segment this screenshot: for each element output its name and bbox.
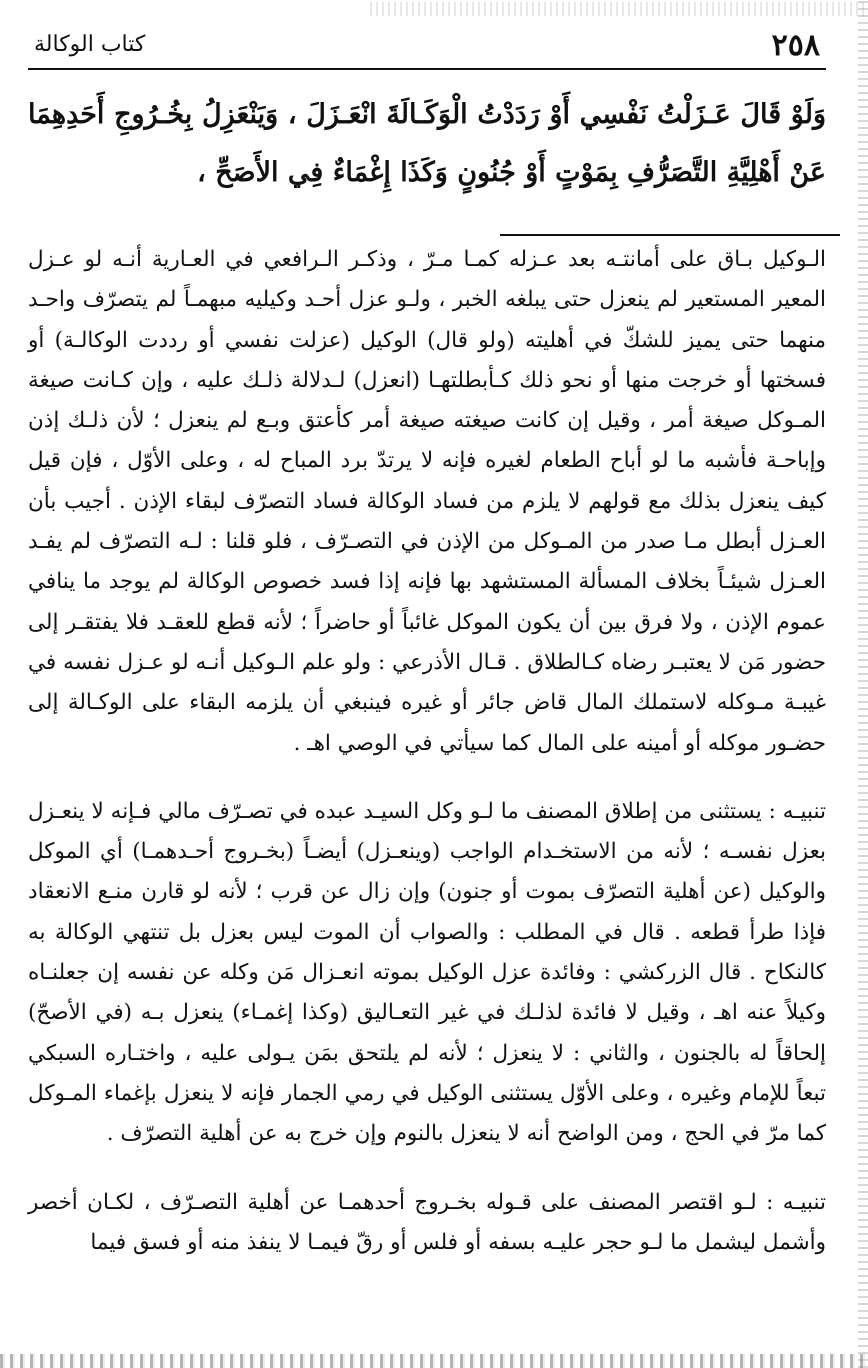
page-number: ٢٥٨ bbox=[771, 28, 820, 63]
commentary-paragraph: تنبيـه : لـو اقتصر المصنف على قـوله بخـروج أحدهمـا عن أهلية التصـرّف ، لكـان أخصر وأشمل ليشمل ما لـو حجر عليـه بسفه أو فلس أو رقّ فيمـا لا ينفذ منه أو فسق فيما bbox=[28, 1189, 826, 1255]
commentary-paragraph: تنبيـه : يستثنى من إطلاق المصنف ما لـو وكل السيـد عبده في تصـرّف مالي فـإنه لا ينعـزل بعزل نفسـه ؛ لأنه من الاستخـدام الواجب (وينعـزل) أيضـاً (بخـروج أحـدهمـا) أي الموكل والوكيل (عن أهلية التصرّف بموت أو جنون) وإن زال عن قرب ؛ لأنه لو قارن منـع الانعقاد فإذا طرأ قطعه . قال في المطلب : والصواب أن الموت ليس بعزل بل تنتهي الوكالة به كالنكاح . قال الزركشي : وفائدة عزل الوكيل بموته انعـزال مَن وكله عن نفسه إن جعلنـاه وكيلاً عنه اهـ ، وقيل لا فائدة لذلـك في غير التعـاليق (وكذا إغمـاء) ينعزل بـه (في الأصحّ) إلحاقاً له بالجنون ، والثاني : لا ينعزل ؛ لأنه لم يلتحق بمَن يـولى عليه ، واختـاره السبكي تبعاً للإمام وغيره ، وعلى الأوّل يستثنى الوكيل في رمي الجمار فإنه لا ينعزل بإغماء المـوكل كما مرّ في الحج ، ومن الواضح أنه لا ينعزل بالنوم وإن خرج به عن أهلية التصرّف . bbox=[28, 798, 826, 1147]
book-title: كتاب الوكالة bbox=[34, 32, 146, 57]
running-header bbox=[28, 24, 826, 68]
matn-text: وَلَوْ قَالَ عَـزَلْتُ نَفْسِي أَوْ رَدَدْتُ الْوَكَـالَةَ انْعَـزَلَ ، وَيَنْعَزِلُ بِخُـرُوجِ أَحَدِهِمَا عَنْ أَهْلِيَّةِ التَّصَرُّفِ بِمَوْتٍ أَوْ جُنُونٍ وَكَذَا إِغْمَاءٌ فِي الأَصَحِّ ، bbox=[28, 99, 826, 188]
scan-noise-top bbox=[370, 2, 868, 16]
decorative-border-bottom bbox=[0, 1354, 868, 1368]
commentary-paragraph: الـوكيل بـاق على أمانتـه بعد عـزله كمـا مـرّ ، وذكـر الـرافعي في العـارية أنـه لو عـزل المعير المستعير لم ينعزل حتى يبلغه الخبر ، ولـو عزل أحـد وكيليه مبهمـاً لم يتصرّف واحـد منهما حتى يميز للشكّ في أهليته (ولو قال) الوكيل (عزلت نفسي أو رددت الوكالـة) أو فسختها أو خرجت منها أو نحو ذلك كـأبطلتهـا (انعزل) لـدلالة ذلـك عليه ، وإن كـانت صيغة المـوكل صيغة أمر ، وقيل إن كانت صيغته صيغة أمر كأعتق وبـع لم ينعزل ؛ لأن ذلـك إذن وإباحـة فأشبه ما لو أباح الطعام لغيره فإنه لا يرتدّ برد المباح له ، وعلى الأوّل ، فإن قيل كيف ينعزل بذلك مع قولهم لا يلزم من فساد الوكالة فساد التصرّف لبقاء الإذن . أجيب بأن العـزل أبطل مـا صدر من المـوكل من الإذن في التصـرّف ، فلو قلنا : لـه التصرّف لم يفـد العـزل شيئـاً بخلاف المسألة المستشهد بها فإنه إذا فسد خصوص الوكالة لم يوجد ما ينافي عموم الإذن ، ولا فرق بين أن يكون الموكل غائباً أو حاضراً ؛ لأنه قطع للعقـد فلا يفتقـر إلى حضور مَن لا يعتبـر رضاه كـالطلاق . قـال الأذرعي : ولو علم الـوكيل أنـه لو عـزل نفسه في غيبـة مـوكله لاستملك المال قاض جائر أو غيره فينبغي أن يلزمه البقاء على الوكـالة إلى حضـور موكله أو أمينه على المال كما سيأتي في الوصي اهـ . bbox=[28, 247, 826, 756]
header-rule bbox=[28, 68, 826, 70]
paragraph-gap bbox=[28, 1155, 826, 1183]
commentary-block bbox=[28, 240, 826, 1263]
matn-text-block bbox=[28, 86, 826, 202]
paragraph-gap bbox=[28, 764, 826, 792]
scan-border-right bbox=[858, 0, 868, 1368]
footnote-separator bbox=[500, 234, 840, 236]
